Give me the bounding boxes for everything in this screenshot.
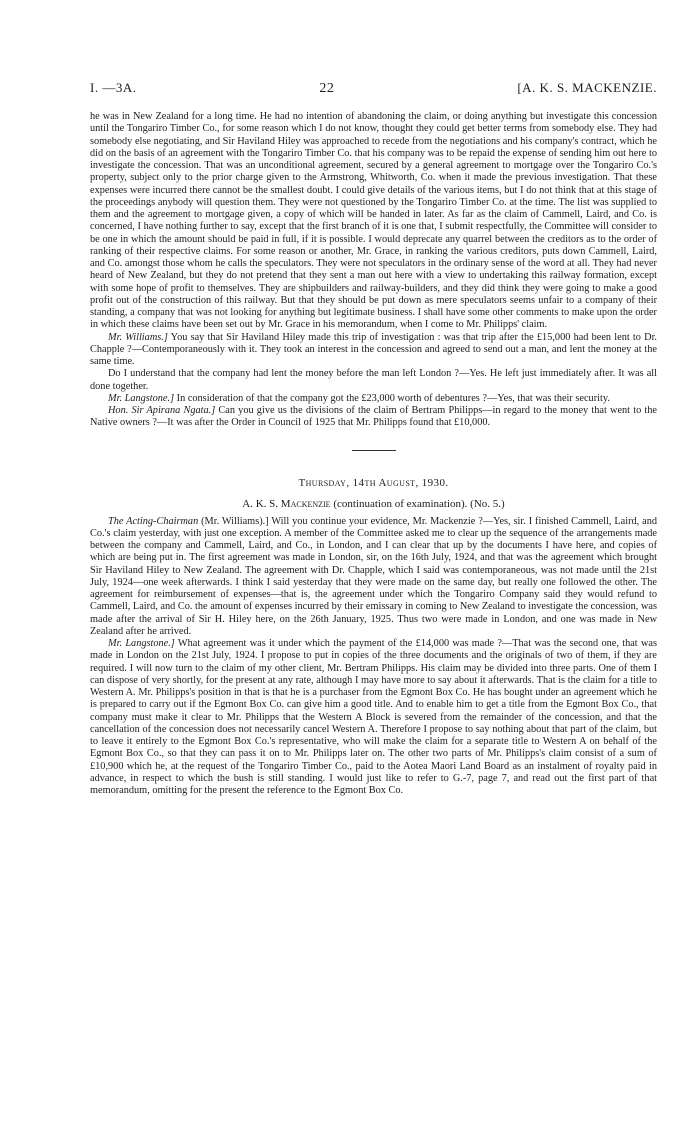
paragraph: Mr. Langstone.] What agreement was it under which the payment of the £14,000 was made ?—That was the second one, that was made in London on the 21st July, 1924. I propose to put in copies of the three documents and the originals of two of them, if they are required. I will now turn to the claim of my other client, Mr. Bertram Philipps. His claim may be divided into three parts. One of them I can dispose of very shortly, for the present at any rate, although I may have more to say about it afterwards. That is the claim for a title to Western A. Mr. Philipps's position in that is that he is a purchaser from the Egmont Box Co. He has bought under an agreement which he is prepared to carry out if the Egmont Box Co. can give him a good title. And to enable him to get a title from the Egmont Box Co., that company must make it clear to Mr. Philipps that the Western A Block is severed from the remainder of the concession, and that the cancellation of the concession does not necessarily cancel Western A. Therefore I propose to say nothing about that part of the claim, but to leave it entirely to the Egmont Box Co.'s representative, who will make the claim for a separate title to Western A on behalf of the Egmont Box Co., so that they can pass it on to Mr. Philipps later on. The other two parts of Mr. Philipps's claim consist of a sum of £10,900 which he, at the request of the Tongariro Timber Co., paid to the Aotea Maori Land Board as an instalment of royalty paid in advance, in respect to which the bush is still standing. I would just like to refer to G.-7, page 7, and read out the first part of that memorandum, omitting for the present the reference to the Egmont Box Co.: [90, 638, 657, 796]
paragraph: Hon. Sir Apirana Ngata.] Can you give us the divisions of the claim of Bertram Philipps—in regard to the money that went to the Native owners ?—It was after the Order in Council of 1925 that Mr. Philipps found that £10,000.: [90, 405, 657, 429]
witness-heading: A. K. S. Mackenzie (continuation of examination). (No. 5.): [242, 497, 505, 510]
paragraph: Mr. Langstone.] In consideration of that the company got the £23,000 worth of debentures ?—Yes, that was their security.: [108, 392, 610, 404]
speaker: Mr. Williams.]: [108, 331, 168, 343]
page-number: 22: [319, 81, 335, 96]
paragraph: Do I understand that the company had lent the money before the man left London ?—Yes. He left just immediately after. It was all done together.: [90, 368, 657, 392]
date-heading: Thursday, 14th August, 1930.: [298, 476, 449, 489]
speaker: The Acting-Chairman: [108, 515, 199, 527]
header-witness: [A. K. S. MACKENZIE.: [517, 80, 657, 95]
speaker: Hon. Sir Apirana Ngata.]: [108, 405, 216, 416]
header-reference: I. —3A.: [90, 80, 137, 95]
section-divider: [352, 450, 396, 451]
paragraph: The Acting-Chairman (Mr. Williams).] Will you continue your evidence, Mr. Mackenzie ?—Yes, sir. I finished Cammell, Laird, and Co.'s claim yesterday, with just one exception. A member of the Committee asked me to clear up the sequence of the arrangements made between the company and Cammell, Laird, and Co., in London, and I can clear that up by the documents I have here, and copies of which are being put in. The first agreement was made in London, sir, on the 16th July, 1924, and that was the agreement which brought Sir Haviland Hiley to New Zealand. The agreement with Dr. Chapple, which I said was contemporaneous, was not made until the 21st July, 1924—one week afterwards. I think I said yesterday that they were made on the same day, but really one followed the other. The agreement for reimbursement of expenses—that is, the agreement under which the Tongariro Company said they would refund to Cammell, Laird, and Co. the amount of expenses incurred by their emissary in coming to New Zealand to investigate the concession, was made after the arrival of Sir H. Hiley here, on the 26th January, 1925. Thus two were made in London, and one was made in New Zealand after he arrived.: [90, 515, 657, 637]
section-1: [90, 111, 657, 430]
speaker: Mr. Langstone.]: [108, 638, 175, 649]
paragraph: Mr. Williams.] You say that Sir Haviland Hiley made this trip of investigation : was that trip after the £15,000 had been lent to Dr. Chapple ?—Contemporaneously with it. They took an interest in the concession and agreed to send out a man, and lent the money at the same time.: [90, 331, 658, 367]
page-header: [90, 80, 657, 97]
paragraph: he was in New Zealand for a long time. He had no intention of abandoning the claim, or doing anything but investigate this concession until the Tongariro Timber Co., for some reason which I do not know, thought they could get better terms from somebody else. They had somebody else negotiating, and Sir Haviland Hiley was approached to recede from the negotiations and his company's contract, which he did on the basis of an agreement with the Tongariro Timber Co. that his company was to be repaid the expense of sending him out here to investigate the concession. That was an unconditional agreement, secured by a general agreement to mortgage over the Tongariro Co.'s property, subject only to the prior charge given to the Armstrong, Whitworth, Co. when it made the previous investigation. That these expenses were incurred there cannot be the smallest doubt. I could give details of the various items, but I do not think that at this stage of the proceedings anybody will question them. They were not questioned by the Tongariro Timber Co. at the time. The list was supplied to them and the agreement to mortgage given, a copy of which will be handed in later. As far as the claim of Cammell, Laird, and Co. is concerned, I have nothing further to say, except that the first branch of it is one that, I submit respectfully, the Committee will consider to be one in which the amount should be paid in full, if it is possible. I would deprecate any quarrel between the creditors as to the order of ranking of their respective claims. For some reason or another, Mr. Grace, in ranking the various creditors, puts down Cammell, Laird, and Co. amongst those whom he calls the speculators. They were not speculators in the ordinary sense of the word at all. They had never heard of New Zealand, but they do not pretend that they sent a man out here with a view to undertaking this railway formation, except with some hope of profit to themselves. They are shipbuilders and railway-builders, and they did think they were going to make a good profit out of the construction of this railway. But that they should be put down as mere speculators seems unfair to a company of their standing, a company that was not looking for anything but legitimate business. I shall have some other comments to make upon the order in which these claims have been set out by Mr. Grace in his memorandum, when I come to Mr. Philipps' claim.: [90, 111, 657, 331]
section-2: [90, 516, 657, 798]
speaker: Mr. Langstone.]: [108, 392, 175, 404]
